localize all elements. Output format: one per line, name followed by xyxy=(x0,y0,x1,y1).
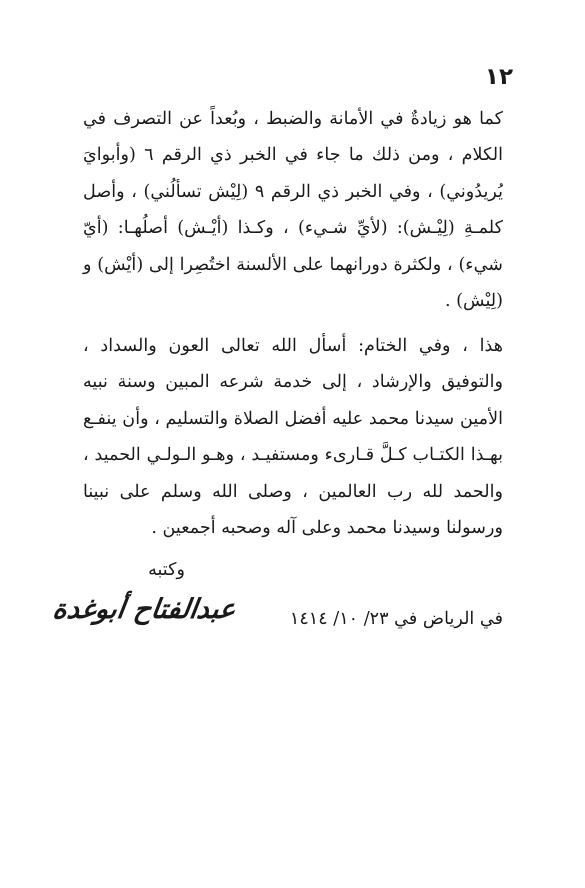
paragraph-closing-prayer: هذا ، وفي الختام: أسأل الله تعالى العون والسداد ، والتوفيق والإرشاد ، إلى خدمة شرعه المبين وسنة نبيه الأمين سيدنا محمد عليه أفضل الصلاة والتسليم ، وأن ينفـع بهـذا الكتـاب كـلَّ قـارىء ومستفيـد ، وهـو الـولـي الحميد ، والحمد لله رب العالمين ، وصلى الله وسلم على نبينا ورسولنا وسيدنا محمد وعلى آله وصحبه أجمعين . xyxy=(83,336,503,539)
place-and-date: في الرياض في ٢٣/ ١٠/ ١٤١٤ xyxy=(289,609,503,629)
paragraph-transcription-note: كما هو زيادةٌ في الأمانة والضبط ، وبُعداً عن التصرف في الكلام ، ومن ذلك ما جاء في الخبر ذي الرقم ٦ (وأبوايَ يُريدُوني) ، وفي الخبر ذي الرقم ٩ (لِيْش تسألُني) ، وأصل كلمـةِ (لِيْـش): (لأيِّ شـيء) ، وكـذا (أيْـش) أصلُهـا: (أيّ شيء) ، ولكثرة دورانهما على الألسنة اختُصِرا إلى (أيْش) و (لِيْش) . xyxy=(83,109,504,312)
page-number: ١٢ xyxy=(484,64,513,90)
writer-label: وكتبه xyxy=(148,560,185,580)
author-signature: عبدالفتاح أبوغدة xyxy=(50,594,238,625)
